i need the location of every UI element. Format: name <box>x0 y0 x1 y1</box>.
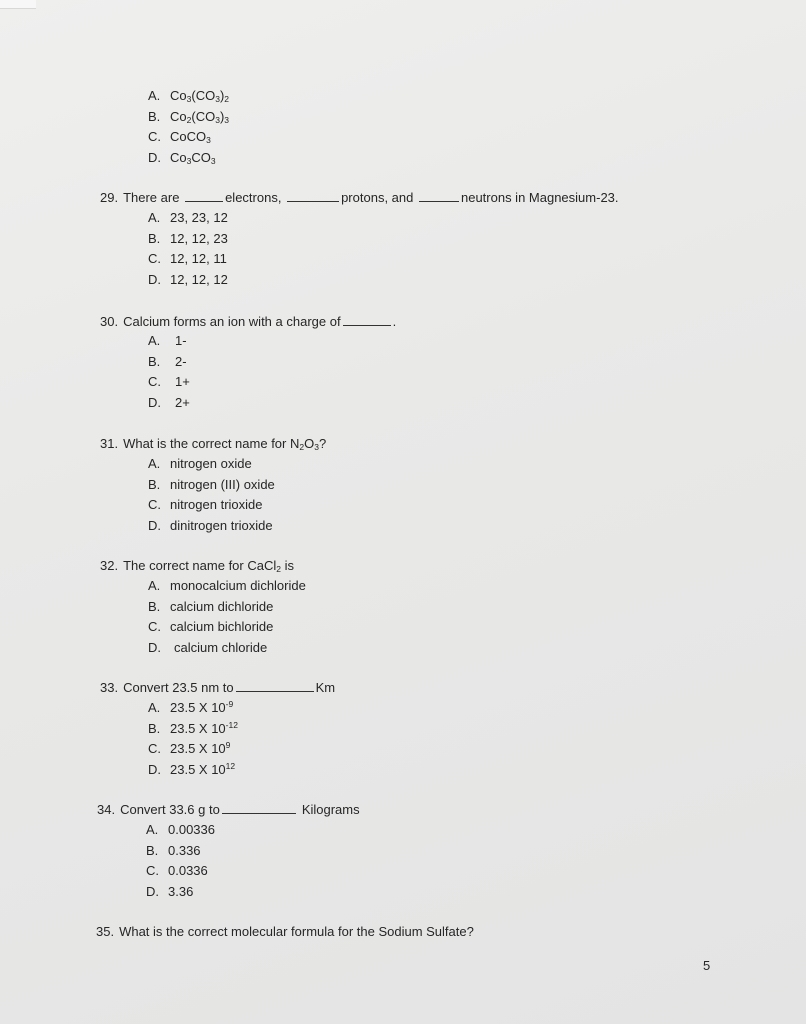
q29-option-d: D. 12, 12, 12 <box>148 271 228 287</box>
q28-option-b-formula: $Co_2(CO_3)_3$ <box>170 108 230 125</box>
q31-option-c: C. nitrogen trioxide <box>148 497 263 512</box>
q31-options <box>148 454 275 536</box>
q34-option-c: C. 0.0336 <box>146 863 208 878</box>
q29-stem: 29. There are electrons, protons, and neutrons in Magnesium-23. <box>100 190 619 205</box>
q28-option-d-formula: $Co_3CO_3$ <box>170 149 216 166</box>
q32-options <box>148 576 306 658</box>
q28-option-a-formula: $Co_3(CO_3)_2$ <box>170 88 230 104</box>
q28-option-b: B. $Co_2(CO_3)_3$ <box>148 108 230 125</box>
q29-blank-protons <box>287 189 339 202</box>
q33-stem: 33. Convert 23.5 nm to Km <box>100 680 336 695</box>
q29-blank-electrons <box>185 189 223 202</box>
q30-options <box>148 331 190 413</box>
q31-option-b: B. nitrogen (III) oxide <box>148 476 275 492</box>
q32-stem: 32. The correct name for CaCl$_2$ is <box>100 558 294 574</box>
q32-option-d: D. calcium chloride <box>148 639 268 655</box>
q31-option-d: D. dinitrogen trioxide <box>148 517 273 533</box>
q35-stem: 35. What is the correct molecular formula for the Sodium Sulfate? <box>96 924 474 939</box>
q29-options <box>148 208 228 290</box>
q34-options <box>146 820 215 902</box>
page-corner-fold <box>0 0 36 9</box>
q28-option-d: D. $Co_3CO_3$ <box>148 149 216 166</box>
q31-text: What is the correct name for $N_2O_3$? <box>123 436 327 452</box>
q30-blank-charge <box>343 313 391 326</box>
q32-option-a: A. monocalcium dichloride <box>148 578 306 593</box>
q32-option-b: B. calcium dichloride <box>148 598 274 614</box>
page-number: 5 <box>703 958 711 973</box>
q29-option-c: C. 12, 12, 11 <box>148 251 227 266</box>
q33-option-a: A. 23.5 X $10^{-9}$ <box>148 699 234 715</box>
q30-option-c: C. 1+ <box>148 374 190 389</box>
q34-blank-answer <box>222 801 296 814</box>
q31-stem: 31. What is the correct name for $N_2O_3$? <box>100 436 327 452</box>
q33-options <box>148 698 238 780</box>
q28-option-a: A. $Co_3(CO_3)_2$ <box>148 88 230 104</box>
q32-text: The correct name for CaCl$_2$ is <box>123 558 294 574</box>
q30-stem: 30. Calcium forms an ion with a charge of . <box>100 314 397 329</box>
q30-option-a: A. 1- <box>148 333 187 348</box>
q28-option-c: C. CoCO$_3$ <box>148 129 211 145</box>
q29-blank-neutrons <box>419 189 459 202</box>
q29-option-b: B. 12, 12, 23 <box>148 230 228 246</box>
q32-option-c: C. calcium bichloride <box>148 619 274 634</box>
q33-blank-answer <box>236 679 314 692</box>
q30-option-d: D. 2+ <box>148 394 190 410</box>
q29-option-a: A. 23, 23, 12 <box>148 210 228 225</box>
q28-option-c-formula: CoCO$_3$ <box>170 129 211 145</box>
q33-option-b: B. 23.5 X $10^{-12}$ <box>148 719 238 736</box>
q28-options <box>148 86 229 168</box>
q34-stem: 34. Convert 33.6 g to Kilograms <box>97 802 360 817</box>
q34-option-a: A. 0.00336 <box>146 822 215 837</box>
q34-option-d: D. 3.36 <box>146 883 194 899</box>
q30-option-b: B. 2- <box>148 353 187 369</box>
q31-option-a: A. nitrogen oxide <box>148 456 252 471</box>
q33-option-c: C. 23.5 X $10^9$ <box>148 740 231 756</box>
q34-option-b: B. 0.336 <box>146 842 201 858</box>
q33-option-d: D. 23.5 X $10^{12}$ <box>148 760 236 777</box>
